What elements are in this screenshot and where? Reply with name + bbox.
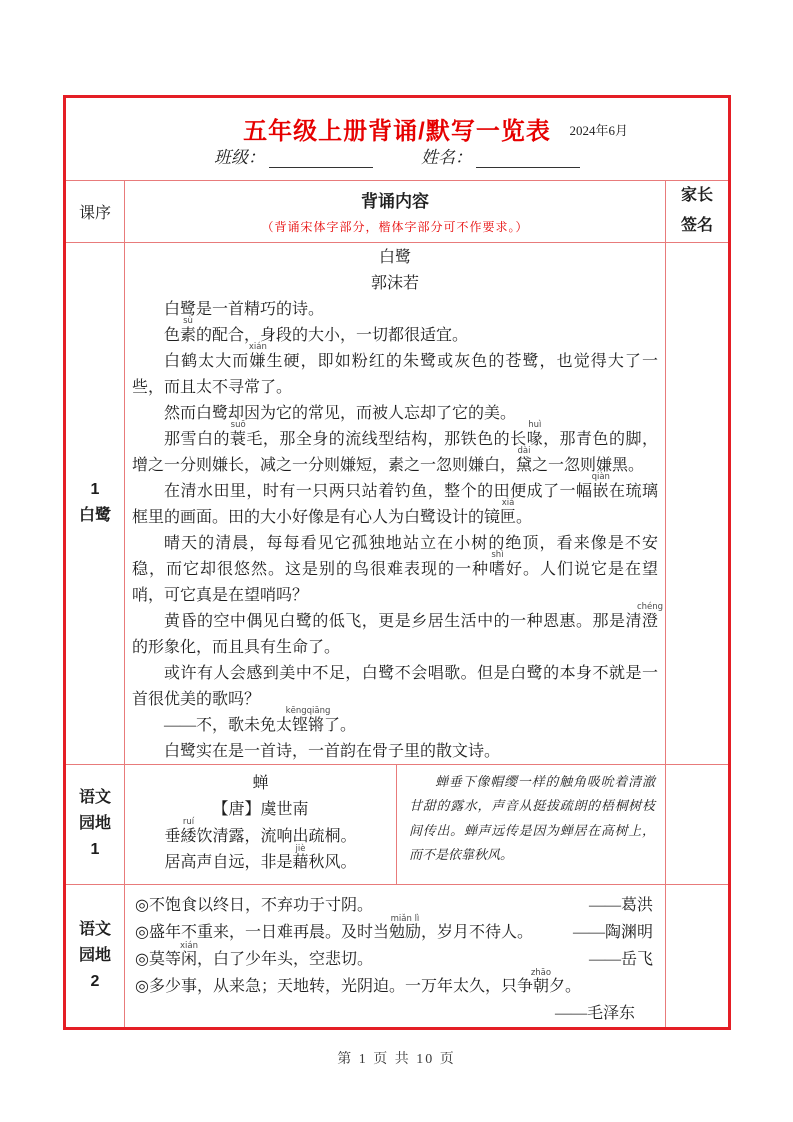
header-cell-sign <box>665 181 728 242</box>
red-border-sheet <box>63 95 731 1030</box>
pinyin-annotated-char: dài 黛 <box>516 446 533 474</box>
pinyin-annotated-char: sù 素 <box>180 316 197 344</box>
quote-item <box>135 967 653 1000</box>
name-label: 姓名： <box>421 148 472 167</box>
pinyin-label: dài <box>517 446 531 457</box>
chan-title: 蝉 <box>252 774 269 792</box>
lesson-cell-1 <box>66 243 125 764</box>
bailu-paragraph: 晴天的清晨，每每看见它孤独地站立在小树的绝顶，看来像是不安稳，而它却很悠然。这是别的鸟很难表现的一种 shì 嗜好。人们说它是在望哨，可它真是在望哨吗？ <box>132 534 658 604</box>
lesson-number: 1 <box>90 481 100 499</box>
bailu-author: 郭沫若 <box>370 274 419 292</box>
sign-column-header-line2: 签名 <box>680 217 713 235</box>
bailu-title: 白鹭 <box>378 248 411 266</box>
lesson-label-line: 语文 <box>78 921 111 938</box>
bailu-paragraph: ——不，歌未免太 kēngqiāng 铿锵了。 <box>164 706 357 734</box>
lesson-label-line: 语文 <box>78 789 111 807</box>
content-column-note: （背诵宋体字部分，楷体字部分可不作要求。） <box>261 220 529 235</box>
pinyin-label: sù <box>183 316 193 327</box>
pinyin-label: kēngqiāng <box>285 706 331 717</box>
lesson-label-line: 2 <box>90 973 100 990</box>
class-blank-field[interactable] <box>269 150 373 168</box>
header-cell-content <box>125 181 665 242</box>
pinyin-label: xián <box>248 342 267 353</box>
header-cell-lesson <box>66 181 125 242</box>
pinyin-annotated-char: ruí 緌 <box>180 817 197 845</box>
sign-column-header-line1: 家长 <box>680 187 713 205</box>
table-header-row <box>66 181 728 243</box>
content-cell-quotes <box>125 885 665 1027</box>
chan-explanation-text: 蝉垂下像帽缨一样的触角吸吮着清澈甘甜的露水，声音从挺拔疏朗的梧桐树枝间传出。蝉声远传是因为蝉居在高树上，而不是依靠秋风。 <box>409 773 655 863</box>
sheet-header <box>66 98 728 180</box>
bailu-paragraph: 白鹭实在是一首诗，一首韵在骨子里的散文诗。 <box>164 742 501 760</box>
pinyin-label: chéng <box>636 602 664 613</box>
chan-author: 【唐】虞世南 <box>212 801 309 819</box>
quote-text: ◎多少事，从来急；天地转，光阴迫。一万年太久，只争 zhāo 朝夕。 <box>135 967 581 995</box>
pinyin-label: qiàn <box>591 472 610 483</box>
class-field-group <box>214 143 373 168</box>
content-cell-chan <box>125 765 665 884</box>
pinyin-annotated-char: xián 嫌 <box>248 342 267 370</box>
pinyin-annotated-char: suō 蓑 <box>229 420 247 448</box>
pinyin-annotated-char: miǎn lì 勉励 <box>388 913 421 941</box>
chan-poem <box>125 765 397 884</box>
pinyin-annotated-char: chéng 澄 <box>636 602 664 630</box>
bailu-paragraph: 或许有人会感到美中不足，白鹭不会唱歌。但是白鹭的本身不就是一首很优美的歌吗？ <box>132 664 658 708</box>
quote-author: ——毛泽东 <box>554 1005 635 1022</box>
lesson-cell-2 <box>66 765 125 884</box>
pinyin-annotated-char: kēngqiāng 铿锵 <box>285 706 331 734</box>
recitation-table <box>66 180 728 1027</box>
quote-item <box>135 913 653 946</box>
sign-cell-1[interactable] <box>665 243 728 764</box>
bailu-paragraph: 白鹭是一首精巧的诗。 <box>164 300 325 318</box>
lesson-label-line: 1 <box>90 841 100 859</box>
lesson-cell-3 <box>66 885 125 1027</box>
pinyin-label: suō <box>230 420 246 431</box>
pinyin-label: xiá <box>501 498 515 509</box>
sign-cell-3[interactable] <box>665 885 728 1027</box>
quotes-list <box>125 885 665 1027</box>
name-blank-field[interactable] <box>476 150 580 168</box>
table-row-bailu <box>66 243 728 765</box>
quote-author: ——葛洪 <box>588 897 653 914</box>
bailu-paragraph: 在清水田里，时有一只两只站着钓鱼，整个的田便成了一幅 qiàn 嵌在琉璃框里的画面。田的大小好像是有心人为白鹭设计的镜 xiá 匣。 <box>132 472 658 526</box>
pinyin-label: jiè <box>295 843 306 854</box>
pinyin-label: huì <box>528 420 542 431</box>
chan-split-cell <box>125 765 665 884</box>
bailu-paragraph: 色 sù 素的配合，身段的大小，一切都很适宜。 <box>164 316 469 344</box>
pinyin-label: xián <box>179 940 198 951</box>
bailu-paragraph: 白鹤太大而 xián 嫌生硬，即如粉红的朱鹭或灰色的苍鹭，也觉得大了一些，而且太不寻常了。 <box>132 342 658 396</box>
pinyin-annotated-char: qiàn 嵌 <box>591 472 610 500</box>
lesson-name: 白鹭 <box>78 507 111 525</box>
chan-explanation <box>397 765 665 884</box>
date-label: 2024年6月 <box>569 123 628 138</box>
content-column-header: 背诵内容 <box>361 192 429 212</box>
sign-cell-2[interactable] <box>665 765 728 884</box>
quote-text: ◎莫等 xián 闲，白了少年头，空悲切。 <box>135 940 373 968</box>
pinyin-label: ruí <box>182 817 195 828</box>
content-cell-bailu <box>125 243 665 764</box>
bailu-paragraph: 那雪白的 suō 蓑毛，那全身的流线型结构，那铁色的长 huì 喙，那青色的脚，增之一分则嫌长，减之一分则嫌短，素之一忽则嫌白， dài 黛之一忽则嫌黑。 <box>132 420 658 474</box>
page-number-footer: 第 1 页 共 10 页 <box>337 1052 456 1067</box>
lesson-label-line: 园地 <box>78 815 111 833</box>
quote-author: ——岳飞 <box>588 951 653 968</box>
title-line <box>66 98 728 143</box>
pinyin-annotated-char: zhāo 朝 <box>530 967 552 995</box>
name-field-group <box>421 143 580 168</box>
bailu-paragraph: 然而白鹭却因为它的常见，而被人忘却了它的美。 <box>164 404 517 422</box>
table-row-chan <box>66 765 728 885</box>
pinyin-label: shì <box>491 550 504 561</box>
chan-line: 居高声自远，非是 jiè 藉秋风。 <box>164 843 357 872</box>
quote-item <box>135 940 653 973</box>
chan-line: 垂 ruí 緌饮清露，流响出疏桐。 <box>164 817 357 845</box>
quote-author: ——陶渊明 <box>572 924 653 941</box>
pinyin-annotated-char: jiè 藉 <box>292 843 309 872</box>
table-row-quotes <box>66 885 728 1027</box>
pinyin-annotated-char: xián 闲 <box>179 940 198 968</box>
class-name-line <box>66 143 728 168</box>
class-label: 班级： <box>214 148 265 167</box>
bailu-text <box>125 243 665 765</box>
pinyin-label: zhāo <box>530 967 552 978</box>
quote-text: ◎盛年不重来，一日难再晨。及时当 miǎn lì 勉励，岁月不待人。 <box>135 913 533 941</box>
quote-text: ◎不饱食以终日，不弃功于寸阴。 <box>135 897 373 914</box>
bailu-paragraph: 黄昏的空中偶见白鹭的低飞，更是乡居生活中的一种恩惠。那是清 chéng 澄的形象化，而且具有生命了。 <box>132 602 664 656</box>
lesson-label-line: 园地 <box>78 947 111 964</box>
pinyin-annotated-char: shì 嗜 <box>488 550 506 578</box>
pinyin-label: miǎn lì <box>390 913 420 924</box>
pinyin-annotated-char: xiá 匣 <box>500 498 517 526</box>
pinyin-annotated-char: huì 喙 <box>526 420 544 448</box>
page-title: 五年级上册背诵/默写一览表 <box>243 118 551 145</box>
lesson-column-header: 课序 <box>78 204 111 222</box>
